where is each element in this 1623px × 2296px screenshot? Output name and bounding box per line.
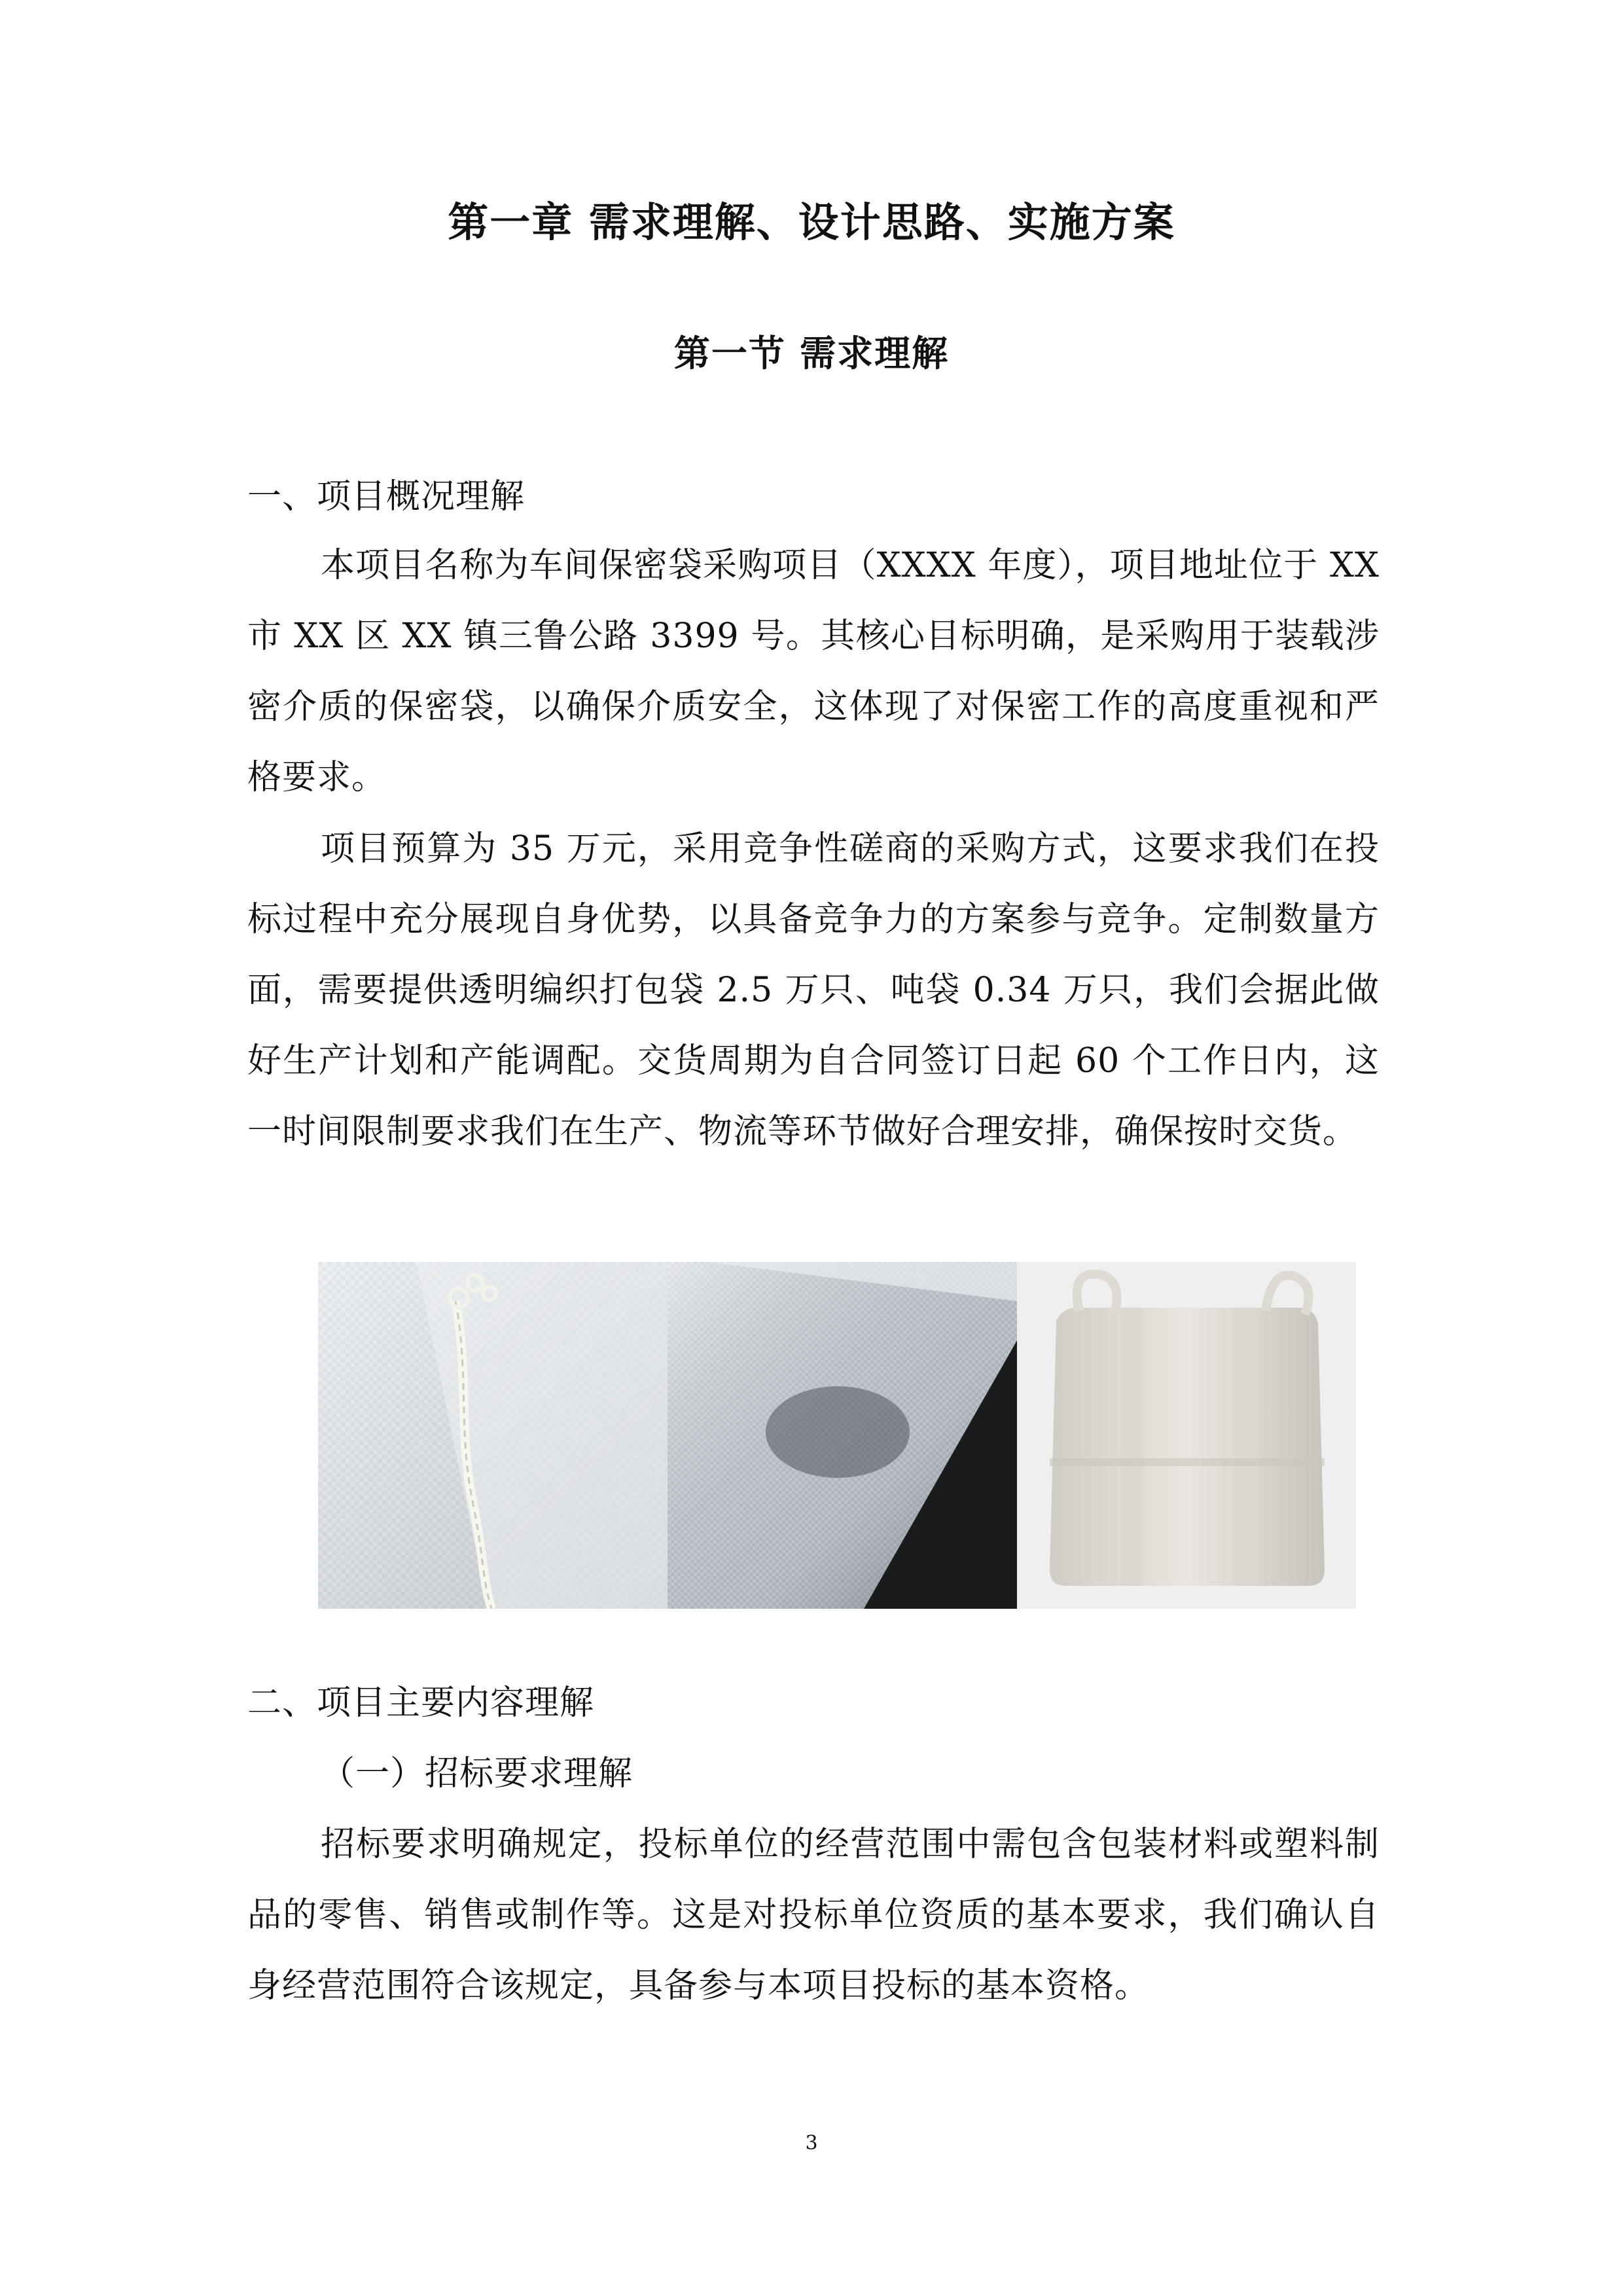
ton-bag-photo: [1017, 1262, 1356, 1609]
section-title: 第一节 需求理解: [673, 332, 950, 374]
part1-heading: 一、项目概况理解: [247, 477, 526, 516]
part2-paragraph-1: 招标要求明确规定，投标单位的经营范围中需包含包装材料或塑料制品的零售、销售或制作等。这是对投标单位资质的基本要求，我们确认自身经营范围符合该规定，具备参与本项目投标的基本资格。: [247, 1825, 1380, 2005]
product-photo-strip: [318, 1262, 1356, 1609]
part1-paragraph-2: 项目预算为 35 万元，采用竞争性磋商的采购方式，这要求我们在投标过程中充分展现自身优势，以具备竞争力的方案参与竞争。定制数量方面，需要提供透明编织打包袋 2.5 万只、吨袋 0.34 万只，我们会据此做好生产计划和产能调配。交货周期为自合同签订日起 60 个工作日内，这一时间限制要求我们在生产、物流等环节做好合理安排，确保按时交货。: [247, 829, 1380, 1151]
page-number: 3: [805, 2132, 818, 2155]
transparent-woven-bag-photo: [668, 1262, 1017, 1609]
part2-subheading: （一）招标要求理解: [321, 1754, 633, 1793]
part2-heading: 二、项目主要内容理解: [247, 1683, 595, 1723]
part1-paragraph-1: 本项目名称为车间保密袋采购项目（XXXX 年度），项目地址位于 XX 市 XX 区 XX 镇三鲁公路 3399 号。其核心目标明确，是采购用于装载涉密介质的保密袋，以确保介质安全，这体现了对保密工作的高度重视和严格要求。: [247, 546, 1380, 797]
chapter-title: 第一章 需求理解、设计思路、实施方案: [448, 198, 1175, 246]
woven-bag-with-drawstring-photo: [318, 1262, 668, 1609]
